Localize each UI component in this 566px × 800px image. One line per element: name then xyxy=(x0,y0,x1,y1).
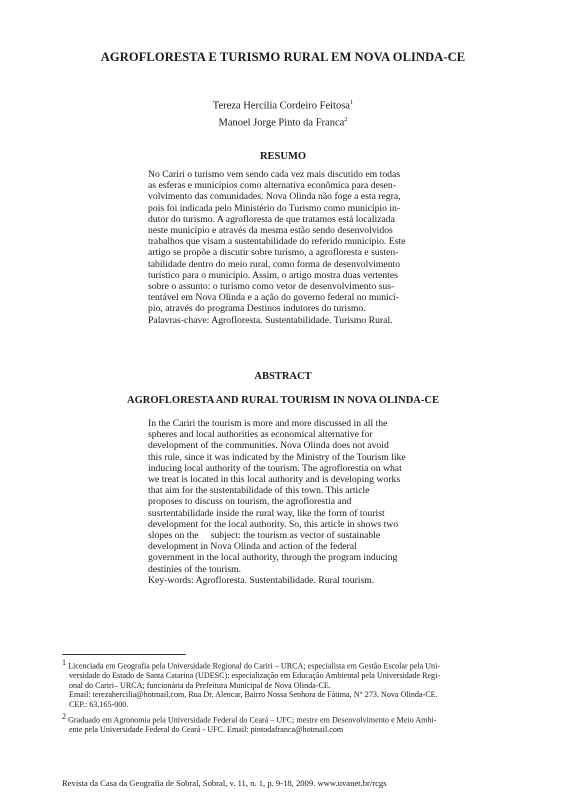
abstract-line: In the Cariri the tourism is more and more discussed in all the xyxy=(148,418,388,429)
footnote-ref[interactable]: 1 xyxy=(349,99,354,106)
resumo-line: pio, através do programa Destinos indutores do turismo. xyxy=(148,303,366,315)
footnote-number: 2 xyxy=(62,711,67,721)
resumo-line: artigo se propõe a discutir sobre turismo, a agrofloresta e susten- xyxy=(148,247,399,259)
footnotes xyxy=(62,658,510,737)
abstract-line: development of the communities. Nova Olinda does not avoid xyxy=(148,440,389,452)
abstract-line: spheres and local authorities as economical alternative for xyxy=(148,429,373,441)
footnote-text: CEP.: 63.165-000. xyxy=(69,700,129,710)
abstract-line: that aim for the sustentabilidade of this town. This article xyxy=(148,485,370,497)
footnote-2 xyxy=(62,712,510,735)
journal-citation: Revista da Casa da Geografia de Sobral, Sobral, v. 11, n. 1, p. 9-18, 2009. www.uvanet.br/rcgs xyxy=(62,778,387,788)
resumo-line: No Cariri o turismo vem sendo cada vez mais discutido em todas xyxy=(148,169,401,180)
footnote-email: Email: terezahercilia@hotmail.com, Rua Dr. Alencar, Bairro Nossa Senhora de Fátima, N° 273. Nova Olinda-CE. xyxy=(69,690,438,700)
resumo-line: turístico para o município. Assim, o artigo mostra duas vertentes xyxy=(148,269,398,281)
resumo-line: tabilidade dentro do meio rural, como forma de desenvolvimento xyxy=(148,258,401,270)
footnote-text: onal do Cariri– URCA; funcionária da Prefeitura Municipal de Nova Olinda-CE. xyxy=(69,680,331,690)
resumo-line: sobre o assunto: o turismo como vetor de desenvolvimento sus- xyxy=(148,281,395,293)
abstract-heading: ABSTRACT xyxy=(254,371,312,382)
abstract-line: destinies of the tourism. xyxy=(148,563,242,575)
abstract-line: this rule, since it was indicated by the Ministry of the Tourism like xyxy=(148,451,406,463)
author-1 xyxy=(0,96,566,113)
keywords-en: Key-words: Agrofloresta. Sustentabilidade. Rural tourism. xyxy=(148,574,375,586)
author-name: Tereza Hercília Cordeiro Feitosa xyxy=(212,100,350,112)
resumo-line: neste município e através da mesma estão sendo desenvolvidos xyxy=(148,225,393,237)
footnote-1 xyxy=(62,658,510,710)
abstract-line: slopes on the subject: the tourism as vector of sustainable xyxy=(148,530,381,542)
author-2 xyxy=(0,113,566,130)
abstract-body xyxy=(148,418,416,586)
footnote-text: ente pela Universidade Federal do Ceará - UFC. Email: pintodafranca@hotmail.com xyxy=(69,724,344,734)
footnote-text: Graduado em Agronomia pela Universidade Federal do Ceará – UFC; mestre em Desenvolvimento e Meio Ambi- xyxy=(68,715,437,725)
abstract-line: susrtentabilidade inside the rural way, like the form of tourist xyxy=(148,507,385,519)
footnote-ref[interactable]: 2 xyxy=(344,115,348,123)
abstract-line: inducing local authority of the tourism. The agroflorestia on what xyxy=(148,462,402,474)
keywords-pt: Palavras-chave: Agrofloresta. Sustentabilidade. Turismo Rural. xyxy=(148,314,393,326)
abstract-line: government in the local authority, through the program inducing xyxy=(148,552,398,564)
resumo-line: tentável em Nova Olinda e a ação do governo federal no municí- xyxy=(148,292,399,304)
article-title: AGROFLORESTA E TURISMO RURAL EM NOVA OLINDA-CE xyxy=(100,50,466,64)
abstract-line: development for the local authority. So, this article in shows two xyxy=(148,518,399,530)
resumo-line: trabalhos que visam a sustentabilidade do referido município. Este xyxy=(148,236,406,248)
footnote-text: Licenciada em Geografia pela Universidade Regional do Cariri – URCA; especialista em Gestão Escolar pela Uni- xyxy=(68,661,441,671)
resumo-heading: RESUMO xyxy=(259,151,307,162)
abstract-line: development in Nova Olinda and action of the federal xyxy=(148,541,357,553)
abstract-line: we treat is located in this local authority and is developing works xyxy=(148,474,401,486)
author-list xyxy=(0,96,566,129)
resumo-body xyxy=(148,169,416,326)
resumo-line: as esferas e municípios como alternativa econômica para desen- xyxy=(148,180,397,192)
resumo-line: volvimento das comunidades. Nova Olinda não foge a esta regra, xyxy=(148,191,401,203)
footnote-text: versidade do Estado de Santa Catarina (UDESC); especialização em Educação Ambiental pela Universidade Regi- xyxy=(69,671,441,681)
footnote-divider xyxy=(62,654,186,655)
author-name: Manoel Jorge Pinto da Franca xyxy=(218,117,345,128)
abstract-line: proposes to discuss on tourism, the agroflorestia and xyxy=(148,496,352,508)
resumo-line: pois foi indicada pelo Ministério do Turismo como município in- xyxy=(148,202,401,214)
resumo-line: dutor do turismo. A agrofloresta de que tratamos está localizada xyxy=(148,213,395,225)
abstract-title: AGROFLORESTA AND RURAL TOURISM IN NOVA OLINDA-CE xyxy=(127,395,439,406)
footnote-number: 1 xyxy=(62,658,67,667)
